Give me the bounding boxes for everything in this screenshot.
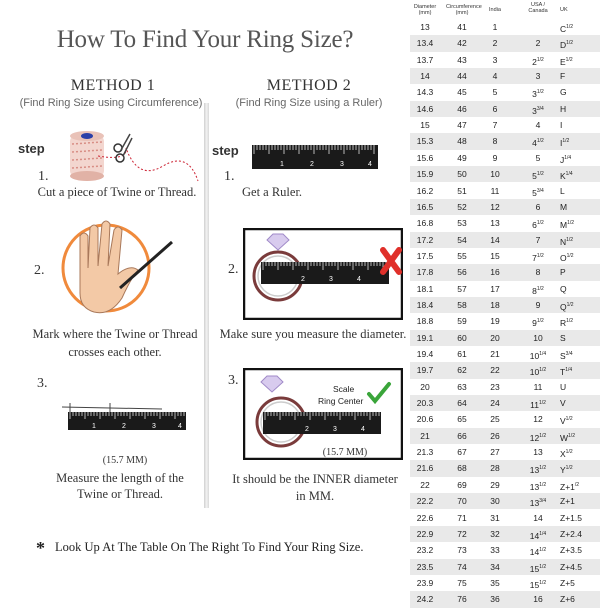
cell-diameter: 20.6	[416, 414, 434, 425]
cell-diameter: 22.9	[416, 528, 434, 539]
cell-diameter: 23.5	[416, 561, 434, 572]
cell-usa-canada: 4	[535, 120, 541, 131]
method2-step-label: step	[212, 143, 239, 158]
cell-circumference: 69	[457, 479, 467, 490]
cell-india: 30	[490, 496, 500, 507]
cell-diameter: 18.1	[416, 283, 434, 294]
cell-uk: $R^{1/2}$	[560, 318, 574, 329]
cell-uk: $T^{1/4}$	[560, 367, 573, 378]
table-row	[410, 591, 600, 607]
cell-diameter: 21	[420, 430, 430, 441]
cell-india: 19	[490, 316, 500, 327]
method2-step1-ruler	[252, 145, 380, 171]
method2-measure-value: (15.7 MM)	[322, 447, 368, 458]
cell-uk: L	[560, 185, 565, 196]
table-row	[410, 68, 600, 84]
cell-uk: M	[560, 201, 568, 212]
ruler-tick-label: 4	[357, 276, 361, 283]
cell-uk: $E^{1/2}$	[560, 56, 573, 67]
method2-step3-caption-line1: It should be the INNER diameter	[232, 472, 398, 486]
cell-diameter: 17.2	[416, 234, 434, 245]
ruler-tick-label: 4	[361, 426, 365, 433]
table-row	[410, 84, 600, 100]
cell-diameter: 17.5	[416, 250, 434, 261]
cell-circumference: 51	[457, 185, 467, 196]
table-row	[410, 395, 600, 411]
table-row	[410, 444, 600, 460]
cell-diameter: 15	[420, 120, 430, 131]
table-row	[410, 559, 600, 575]
method1-heading: METHOD 1	[70, 77, 156, 94]
method1-measure-value: (15.7 MM)	[102, 455, 148, 466]
method2-heading: METHOD 2	[266, 77, 352, 94]
cell-diameter: 22	[420, 479, 430, 490]
bottom-note-text: Look Up At The Table On The Right To Find Your Ring Size.	[55, 540, 364, 554]
cell-india: 11	[490, 185, 500, 196]
cell-diameter: 16.8	[416, 218, 434, 229]
table-row	[410, 248, 600, 264]
cell-circumference: 70	[457, 496, 467, 507]
ruler-tick-label: 2	[310, 161, 314, 168]
table-row	[410, 183, 600, 199]
table-row	[410, 52, 600, 68]
method1-step2-caption-line1: Mark where the Twine or Thread	[32, 327, 198, 341]
cell-india: 15	[490, 250, 500, 261]
table-row	[410, 411, 600, 427]
cell-usa-canada: 8	[535, 267, 541, 278]
cell-india: 9	[492, 152, 498, 163]
method1-step1-number: 1.	[38, 169, 49, 184]
cell-diameter: 17.8	[416, 267, 434, 278]
cell-uk: $V^{1/2}$	[560, 416, 573, 427]
cell-uk: U	[560, 381, 567, 392]
cell-india: 26	[490, 430, 500, 441]
cell-usa-canada: $10^{1/4}$	[529, 351, 547, 361]
method1-ruler-image	[62, 400, 192, 436]
table-row	[410, 575, 600, 591]
table-row	[410, 133, 600, 149]
ring-size-table	[410, 0, 600, 605]
cell-circumference: 76	[457, 594, 467, 605]
cell-india: 32	[490, 528, 500, 539]
cell-circumference: 71	[457, 512, 467, 523]
header-india: India	[489, 7, 501, 13]
cell-circumference: 50	[457, 169, 467, 180]
cell-uk: V	[560, 398, 566, 409]
cell-diameter: 23.9	[416, 577, 434, 588]
cell-india: 10	[490, 169, 500, 180]
cell-diameter: 15.3	[416, 136, 434, 147]
cell-circumference: 56	[457, 267, 467, 278]
cell-diameter: 16.2	[416, 185, 434, 196]
cell-india: 5	[492, 87, 498, 98]
page-title: How To Find Your Ring Size?	[56, 26, 354, 53]
cell-usa-canada: $14^{1/4}$	[529, 530, 547, 541]
cell-diameter: 19.1	[416, 332, 434, 343]
table-row	[410, 346, 600, 362]
cell-india: 12	[490, 201, 500, 212]
cell-diameter: 21.3	[416, 447, 434, 458]
cell-india: 22	[490, 365, 500, 376]
cell-circumference: 49	[457, 152, 467, 163]
cell-usa-canada: 11	[533, 381, 543, 392]
method2-step3-caption-line2: in MM.	[295, 489, 335, 503]
cell-usa-canada: $8^{1/2}$	[532, 285, 544, 296]
cell-usa-canada: $5^{1/2}$	[532, 171, 544, 182]
cell-diameter: 23.2	[416, 545, 434, 556]
ruler-tick-label: 3	[152, 423, 156, 430]
cell-uk: $S^{3/4}$	[560, 351, 573, 361]
cell-uk: Z+3.5	[560, 545, 582, 556]
table-row	[410, 264, 600, 280]
cell-uk: Z+1.5	[560, 512, 582, 523]
cell-uk: Z+2.4	[560, 528, 582, 539]
cell-uk: $K^{1/4}$	[560, 171, 573, 182]
cell-uk: I	[560, 120, 563, 131]
cell-usa-canada: $2^{1/2}$	[532, 56, 544, 67]
header-usa-canada: USA / Canada	[528, 2, 548, 14]
cell-india: 18	[490, 299, 500, 310]
cell-uk: Z+6	[560, 594, 575, 605]
method2-step2-number: 2.	[228, 262, 239, 277]
cell-diameter: 22.6	[416, 512, 434, 523]
table-row	[410, 199, 600, 215]
ruler-tick-label: 3	[340, 161, 344, 168]
cell-uk: $W^{1/2}$	[560, 432, 575, 443]
method1-step-label: step	[18, 141, 45, 156]
cell-india: 28	[490, 463, 500, 474]
cell-uk: F	[560, 71, 566, 82]
cell-diameter: 13.7	[416, 54, 434, 65]
header-circumference: Circumference (mm)	[446, 4, 482, 16]
cell-diameter: 13	[420, 22, 430, 32]
cell-uk: $O^{1/2}$	[560, 252, 574, 263]
method1-step3-number: 3.	[37, 376, 48, 391]
cell-circumference: 48	[457, 136, 467, 147]
method1-step2-number: 2.	[34, 263, 45, 278]
cell-india: 25	[490, 414, 500, 425]
cell-circumference: 42	[457, 38, 467, 49]
table-row	[410, 460, 600, 476]
method2-step1-caption: Get a Ruler.	[242, 185, 303, 199]
cell-usa-canada: 14	[533, 512, 543, 523]
cell-diameter: 15.9	[416, 169, 434, 180]
cell-usa-canada: $6^{1/2}$	[532, 220, 544, 231]
method1-step3-caption-line1: Measure the length of the	[56, 471, 184, 485]
cell-circumference: 59	[457, 316, 467, 327]
cell-uk: $Q^{1/2}$	[560, 301, 574, 312]
table-row	[410, 493, 600, 509]
cell-diameter: 16.5	[416, 201, 434, 212]
cell-usa-canada: $7^{1/2}$	[532, 252, 544, 263]
cell-india: 4	[492, 71, 498, 82]
table-row	[410, 232, 600, 248]
cell-circumference: 47	[457, 120, 467, 131]
cell-usa-canada: 9	[535, 299, 541, 310]
cell-diameter: 19.7	[416, 365, 434, 376]
cell-circumference: 74	[457, 561, 467, 572]
cell-uk: $Y^{1/2}$	[560, 465, 573, 476]
ring-center-label: Ring Center	[318, 396, 364, 406]
table-row	[410, 313, 600, 329]
cell-india: 21	[490, 349, 500, 359]
cell-usa-canada: 13	[533, 447, 543, 458]
table-row	[410, 379, 600, 395]
table-row	[410, 510, 600, 526]
cell-usa-canada: 7	[535, 234, 541, 245]
header-diameter: Diameter (mm)	[413, 4, 437, 16]
ruler-tick-label: 4	[178, 423, 182, 430]
cell-india: 33	[490, 545, 500, 556]
cell-diameter: 21.6	[416, 463, 434, 474]
table-row	[410, 150, 600, 166]
cell-india: 7	[492, 120, 498, 131]
cell-diameter: 18.8	[416, 316, 434, 327]
cell-uk: $C^{1/2}$	[560, 24, 574, 34]
table-row	[410, 166, 600, 182]
ruler-tick-label: 2	[122, 423, 126, 430]
cell-diameter: 19.4	[416, 349, 434, 359]
cell-uk: P	[560, 267, 566, 278]
table-row	[410, 477, 600, 493]
cell-circumference: 62	[457, 365, 467, 376]
method2-step2-caption: Make sure you measure the diameter.	[219, 327, 407, 341]
cell-usa-canada: $3^{3/4}$	[532, 105, 544, 116]
cell-india: 27	[490, 447, 500, 458]
ruler-icon	[261, 262, 389, 284]
cell-usa-canada: $13^{1/2}$	[529, 481, 547, 492]
cell-usa-canada: $13^{3/4}$	[529, 498, 547, 509]
cell-usa-canada: 5	[535, 152, 541, 163]
cell-india: 2	[492, 38, 498, 49]
cell-usa-canada: $5^{3/4}$	[532, 187, 544, 198]
table-row	[410, 542, 600, 558]
cell-circumference: 46	[457, 103, 467, 114]
cell-usa-canada: $15^{1/2}$	[529, 579, 547, 590]
method2-step1-number: 1.	[224, 169, 235, 184]
cell-diameter: 24.2	[416, 594, 434, 605]
cell-india: 24	[490, 398, 500, 409]
hand-image	[60, 218, 180, 318]
method1-step2-caption-line2: crosses each other.	[68, 345, 162, 359]
cell-circumference: 66	[457, 430, 467, 441]
table-row	[410, 35, 600, 51]
cell-uk: G	[560, 87, 567, 98]
cell-circumference: 61	[457, 349, 467, 359]
method2-step2-image	[243, 228, 403, 320]
cell-usa-canada: 2	[535, 38, 541, 49]
table-row	[410, 281, 600, 297]
ruler-tick-label: 3	[333, 426, 337, 433]
cell-diameter: 14	[420, 71, 430, 82]
cell-usa-canada: $12^{1/2}$	[529, 432, 547, 443]
cell-circumference: 43	[457, 54, 467, 65]
table-row	[410, 428, 600, 444]
cell-usa-canada: $4^{1/2}$	[532, 138, 544, 149]
cell-circumference: 72	[457, 528, 467, 539]
cell-india: 13	[490, 218, 500, 229]
cell-india: 6	[492, 103, 498, 114]
cell-diameter: 14.6	[416, 103, 434, 114]
cell-circumference: 55	[457, 250, 467, 261]
scissors-icon	[114, 134, 132, 162]
bottom-note	[36, 538, 363, 559]
cell-uk: $I^{1/2}$	[560, 138, 570, 149]
cell-india: 16	[490, 267, 500, 278]
cell-uk: Z+5	[560, 577, 575, 588]
cell-usa-canada: 6	[535, 201, 541, 212]
cell-diameter: 14.3	[416, 87, 434, 98]
cell-circumference: 63	[457, 381, 467, 392]
cell-usa-canada	[518, 19, 558, 35]
cell-india: 29	[490, 479, 500, 490]
cell-usa-canada: $13^{1/2}$	[529, 465, 547, 476]
cell-circumference: 60	[457, 332, 467, 343]
cell-diameter: 22.2	[416, 496, 434, 507]
method1-step3-caption-line2: Twine or Thread.	[76, 487, 164, 501]
cell-india: 1	[492, 22, 498, 32]
cell-circumference: 65	[457, 414, 467, 425]
cell-diameter: 20.3	[416, 398, 434, 409]
cell-india: 20	[490, 332, 500, 343]
table-row	[410, 101, 600, 117]
cell-usa-canada: $9^{1/2}$	[532, 318, 544, 329]
cell-diameter: 15.6	[416, 152, 434, 163]
ruler-tick-label: 3	[329, 276, 333, 283]
cell-circumference: 68	[457, 463, 467, 474]
cell-usa-canada: $3^{1/2}$	[532, 89, 544, 100]
method1-subheading: (Find Ring Size using Circumference)	[19, 97, 203, 109]
cell-circumference: 53	[457, 218, 467, 229]
cell-circumference: 44	[457, 71, 467, 82]
cell-usa-canada: 3	[535, 71, 541, 82]
cell-india: 3	[492, 54, 498, 65]
cell-uk: H	[560, 103, 567, 114]
cell-uk: $M^{1/2}$	[560, 220, 575, 231]
cell-usa-canada: $10^{1/2}$	[529, 367, 547, 378]
cell-circumference: 58	[457, 299, 467, 310]
cell-uk: $N^{1/2}$	[560, 236, 574, 247]
asterisk-icon: *	[36, 538, 45, 558]
cell-uk: Q	[560, 283, 567, 294]
method2-step3-number: 3.	[228, 373, 239, 388]
method1-step1-caption: Cut a piece of Twine or Thread.	[37, 185, 197, 199]
cell-circumference: 64	[457, 398, 467, 409]
cell-india: 17	[490, 283, 500, 294]
cell-india: 8	[492, 136, 498, 147]
cell-usa-canada: 12	[533, 414, 543, 425]
table-row	[410, 362, 600, 378]
table-row	[410, 215, 600, 231]
cell-uk: S	[560, 332, 566, 343]
cell-diameter: 20	[420, 381, 430, 392]
ruler-tick-label: 4	[368, 161, 372, 168]
cell-india: 34	[490, 561, 500, 572]
cell-uk: Z+4.5	[560, 561, 582, 572]
cell-india: 35	[490, 577, 500, 588]
table-row	[410, 330, 600, 346]
cell-usa-canada: $14^{1/2}$	[529, 547, 547, 558]
cell-circumference: 75	[457, 577, 467, 588]
cell-usa-canada: 16	[533, 594, 543, 605]
cell-circumference: 57	[457, 283, 467, 294]
cell-india: 14	[490, 234, 500, 245]
cell-india: 36	[490, 594, 500, 605]
cell-uk: $D^{1/2}$	[560, 40, 574, 51]
cell-circumference: 52	[457, 201, 467, 212]
cell-india: 31	[490, 512, 500, 523]
cell-circumference: 73	[457, 545, 467, 556]
cell-uk: $X^{1/2}$	[560, 449, 573, 460]
cell-usa-canada: 10	[533, 332, 543, 343]
table-row	[410, 297, 600, 313]
hand-icon	[80, 221, 138, 313]
cell-uk: $Z+1^{/2}$	[560, 481, 580, 492]
table-header	[410, 0, 600, 20]
cell-circumference: 45	[457, 87, 467, 98]
ruler-tick-label: 1	[280, 161, 284, 168]
ruler-tick-label: 1	[92, 423, 96, 430]
table-row	[410, 19, 600, 35]
cell-usa-canada: $11^{1/2}$	[530, 400, 546, 411]
cell-circumference: 54	[457, 234, 467, 245]
cell-diameter: 18.4	[416, 299, 434, 310]
method2-subheading: (Find Ring Size using a Ruler)	[235, 97, 383, 109]
cell-india: 23	[490, 381, 500, 392]
table-row	[410, 526, 600, 542]
cell-diameter: 13.4	[416, 38, 434, 49]
scale-label: Scale	[333, 384, 355, 394]
ruler-tick-label: 2	[305, 426, 309, 433]
table-row	[410, 117, 600, 133]
header-uk: UK	[560, 7, 568, 13]
cell-circumference: 67	[457, 447, 467, 458]
cell-uk: $J^{1/4}$	[560, 154, 572, 165]
cell-usa-canada: $15^{1/2}$	[529, 563, 547, 574]
cell-uk: Z+1	[560, 496, 575, 507]
cell-circumference: 41	[457, 22, 467, 32]
ruler-tick-label: 2	[301, 276, 305, 283]
